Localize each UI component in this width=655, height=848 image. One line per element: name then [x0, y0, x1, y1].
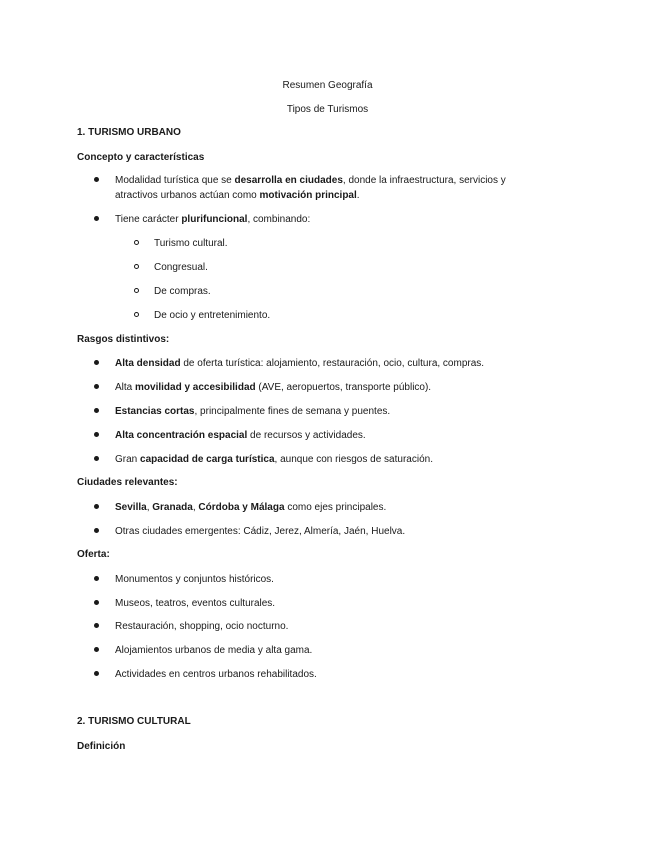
bullet-icon [94, 647, 99, 652]
list-item-rasgo: Estancias cortas, principalmente fines de semana y puentes. [115, 406, 391, 417]
bullet-icon [94, 504, 99, 509]
subheading-oferta: Oferta: [77, 549, 110, 560]
list-item-oferta: Museos, teatros, eventos culturales. [115, 598, 276, 609]
bullet-icon [94, 456, 99, 461]
circle-bullet-icon [134, 288, 139, 293]
sub-list-item: De ocio y entretenimiento. [154, 310, 271, 321]
document-subtitle: Tipos de Turismos [286, 104, 369, 115]
list-item-concepto-1-line2: atractivos urbanos actúan como motivación principal. [115, 190, 360, 201]
bullet-icon [94, 576, 99, 581]
bullet-icon [94, 432, 99, 437]
bullet-icon [94, 600, 99, 605]
subheading-ciudades: Ciudades relevantes: [77, 477, 178, 488]
list-item-rasgo: Alta movilidad y accesibilidad (AVE, aeropuertos, transporte público). [115, 382, 432, 393]
circle-bullet-icon [134, 264, 139, 269]
list-item-ciudad: Sevilla, Granada, Córdoba y Málaga como ejes principales. [115, 502, 387, 513]
list-item-rasgo: Gran capacidad de carga turística, aunque con riesgos de saturación. [115, 454, 433, 465]
list-item-oferta: Restauración, shopping, ocio nocturno. [115, 621, 289, 632]
subheading-rasgos: Rasgos distintivos: [77, 334, 170, 345]
bullet-icon [94, 360, 99, 365]
sub-list-item: Turismo cultural. [154, 238, 228, 249]
list-item-oferta: Actividades en centros urbanos rehabilitados. [115, 669, 317, 680]
list-item-oferta: Monumentos y conjuntos históricos. [115, 574, 274, 585]
circle-bullet-icon [134, 240, 139, 245]
bullet-icon [94, 671, 99, 676]
bullet-icon [94, 216, 99, 221]
section-heading-turismo-urbano: 1. TURISMO URBANO [77, 127, 181, 138]
list-item-ciudad: Otras ciudades emergentes: Cádiz, Jerez, Almería, Jaén, Huelva. [115, 526, 406, 537]
circle-bullet-icon [134, 312, 139, 317]
list-item-concepto-1-line1: Modalidad turística que se desarrolla en ciudades, donde la infraestructura, servicios y [115, 175, 506, 186]
bullet-icon [94, 384, 99, 389]
subheading-concepto: Concepto y características [77, 152, 205, 163]
list-item-rasgo: Alta densidad de oferta turística: alojamiento, restauración, ocio, cultura, compras. [115, 358, 485, 369]
list-item-concepto-2: Tiene carácter plurifuncional, combinando: [115, 214, 311, 225]
subheading-definicion: Definición [77, 741, 126, 752]
sub-list-item: De compras. [154, 286, 211, 297]
bullet-icon [94, 623, 99, 628]
section-heading-turismo-cultural: 2. TURISMO CULTURAL [77, 716, 191, 727]
document-title: Resumen Geografía [282, 80, 373, 91]
bullet-icon [94, 528, 99, 533]
list-item-oferta: Alojamientos urbanos de media y alta gama. [115, 645, 313, 656]
list-item-rasgo: Alta concentración espacial de recursos y actividades. [115, 430, 366, 441]
bullet-icon [94, 177, 99, 182]
bullet-icon [94, 408, 99, 413]
sub-list-item: Congresual. [154, 262, 208, 273]
